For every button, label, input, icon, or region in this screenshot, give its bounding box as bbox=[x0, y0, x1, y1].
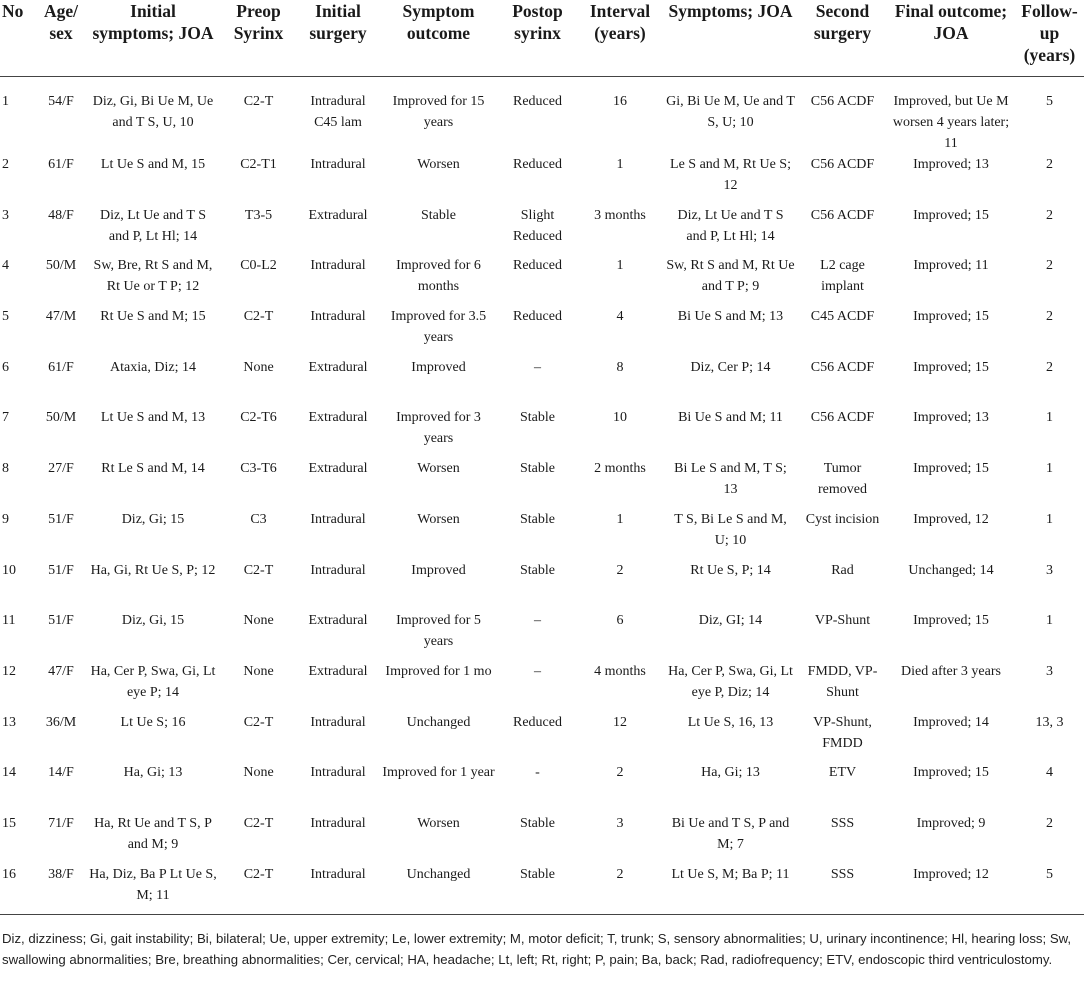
cell-second-surgery: C56 ACDF bbox=[810, 94, 875, 109]
cell-postop-syrinx: - bbox=[535, 765, 540, 781]
cell-symptoms-joa: Diz, Lt Ue and T S and P, Lt Hl; 14 bbox=[677, 207, 784, 244]
cell-symptom-outcome: Unchanged bbox=[379, 864, 498, 915]
cell-final-outcome: Improved; 13 bbox=[913, 410, 989, 426]
cell-no: 8 bbox=[2, 461, 9, 477]
cell-final-outcome: Improved; 11 bbox=[913, 258, 989, 274]
table-row bbox=[0, 306, 1084, 357]
cell-preop-syrinx: C2-T6 bbox=[240, 410, 277, 426]
cell-follow-up: 2 bbox=[1046, 815, 1053, 831]
cell-no: 10 bbox=[2, 562, 16, 578]
cell-postop-syrinx: Slight Reduced bbox=[513, 207, 562, 244]
header-row bbox=[0, 0, 1084, 77]
cell-initial-surgery: Extradural bbox=[308, 613, 368, 629]
header-symptom-outcome: Symptom outcome bbox=[379, 0, 498, 77]
cell-initial-surgery: Intradural bbox=[310, 511, 366, 527]
header-symptoms-joa: Symptoms; JOA bbox=[663, 0, 798, 77]
cell-initial-symptoms: Diz, Gi, Bi Ue M, Ue and T S, U, 10 bbox=[92, 94, 214, 130]
cell-preop-syrinx: C3-T6 bbox=[240, 461, 277, 477]
cell-second-surgery: C56 ACDF bbox=[810, 157, 875, 172]
table-row bbox=[0, 560, 1084, 611]
cell-no: 14 bbox=[2, 765, 16, 781]
table-row bbox=[0, 255, 1084, 306]
cell-follow-up: 2 bbox=[1046, 157, 1053, 172]
cell-postop-syrinx: Stable bbox=[520, 562, 555, 578]
cell-age-sex: 51/F bbox=[48, 511, 74, 527]
cell-postop-syrinx: Reduced bbox=[513, 309, 562, 325]
cell-preop-syrinx: C2-T bbox=[243, 714, 274, 730]
table-row bbox=[0, 509, 1084, 560]
cell-preop-syrinx: None bbox=[243, 613, 274, 629]
cell-initial-symptoms: Sw, Bre, Rt S and M, Rt Ue or T P; 12 bbox=[93, 258, 213, 295]
cell-follow-up: 3 bbox=[1046, 562, 1053, 578]
cell-final-outcome: Improved; 15 bbox=[913, 309, 989, 325]
cell-final-outcome: Died after 3 years bbox=[901, 663, 1001, 679]
cell-symptom-outcome: Improved for 15 years bbox=[392, 94, 485, 130]
cell-symptom-outcome: Improved bbox=[411, 562, 466, 578]
cell-second-surgery: Cyst incision bbox=[805, 511, 880, 527]
cell-preop-syrinx: None bbox=[243, 663, 274, 679]
cell-no: 6 bbox=[2, 359, 9, 375]
header-postop-syrinx: Postop syrinx bbox=[498, 0, 577, 77]
cell-interval: 4 months bbox=[594, 663, 646, 679]
cell-interval: 6 bbox=[616, 613, 624, 629]
table-row bbox=[0, 205, 1084, 256]
cell-age-sex: 61/F bbox=[48, 359, 74, 375]
cell-symptoms-joa: T S, Bi Le S and M, U; 10 bbox=[674, 511, 787, 548]
cell-symptom-outcome: Improved for 1 mo bbox=[385, 663, 492, 679]
cell-symptoms-joa: Diz, Cer P; 14 bbox=[690, 359, 771, 375]
cell-initial-surgery: Intradural bbox=[310, 157, 366, 172]
cell-follow-up: 2 bbox=[1046, 359, 1053, 375]
cell-second-surgery: SSS bbox=[798, 864, 887, 915]
cell-follow-up: 1 bbox=[1046, 613, 1053, 629]
cell-interval: 2 months bbox=[594, 461, 646, 477]
header-second-surgery: Second surgery bbox=[798, 0, 887, 77]
cell-symptoms-joa: Lt Ue S, M; Ba P; 11 bbox=[663, 864, 798, 915]
cell-interval: 4 bbox=[616, 309, 624, 325]
cell-initial-surgery: Intradural bbox=[297, 864, 379, 915]
header-initial-surgery: Initial surgery bbox=[297, 0, 379, 77]
cell-age-sex: 54/F bbox=[48, 94, 74, 109]
cell-interval: 8 bbox=[616, 359, 624, 375]
cell-final-outcome: Improved, but Ue M worsen 4 years later; 11 bbox=[892, 94, 1010, 151]
cell-symptom-outcome: Improved for 1 year bbox=[382, 765, 495, 781]
cell-initial-surgery: Intradural C45 lam bbox=[310, 94, 366, 130]
cell-symptom-outcome: Improved for 3 years bbox=[396, 410, 481, 447]
cell-no: 2 bbox=[2, 157, 9, 172]
cell-postop-syrinx: Reduced bbox=[513, 258, 562, 274]
table-row bbox=[0, 357, 1084, 408]
cell-initial-symptoms: Rt Ue S and M; 15 bbox=[100, 309, 206, 325]
cell-initial-symptoms: Ha, Cer P, Swa, Gi, Lt eye P; 14 bbox=[90, 663, 216, 700]
cell-age-sex: 61/F bbox=[48, 157, 74, 172]
table-row bbox=[0, 762, 1084, 813]
cell-second-surgery: VP-Shunt bbox=[814, 613, 871, 629]
cell-no: 15 bbox=[2, 815, 16, 831]
cell-symptom-outcome: Stable bbox=[421, 207, 456, 223]
cell-age-sex: 48/F bbox=[48, 207, 74, 223]
cell-age-sex: 38/F bbox=[36, 864, 86, 915]
cell-final-outcome: Improved; 9 bbox=[916, 815, 986, 831]
cell-initial-surgery: Intradural bbox=[310, 765, 366, 781]
cell-postop-syrinx: – bbox=[534, 359, 541, 375]
cell-symptoms-joa: Lt Ue S, 16, 13 bbox=[687, 714, 774, 730]
cell-symptoms-joa: Bi Ue S and M; 11 bbox=[678, 410, 783, 426]
cell-follow-up: 5 bbox=[1046, 94, 1053, 109]
cell-follow-up: 1 bbox=[1046, 410, 1053, 426]
cell-age-sex: 50/M bbox=[45, 410, 77, 426]
cell-initial-symptoms: Ha, Gi, Rt Ue S, P; 12 bbox=[90, 562, 216, 578]
cell-preop-syrinx: C0-L2 bbox=[240, 258, 277, 274]
cell-age-sex: 71/F bbox=[48, 815, 74, 831]
cell-age-sex: 14/F bbox=[48, 765, 74, 781]
cell-preop-syrinx: C2-T bbox=[220, 864, 297, 915]
cell-interval: 1 bbox=[616, 258, 624, 274]
cell-no: 16 bbox=[0, 864, 36, 915]
cell-symptoms-joa: Diz, GI; 14 bbox=[698, 613, 763, 629]
cell-preop-syrinx: C3 bbox=[250, 511, 267, 527]
cell-symptom-outcome: Unchanged bbox=[406, 714, 471, 730]
cell-age-sex: 50/M bbox=[45, 258, 77, 274]
cell-initial-surgery: Extradural bbox=[308, 207, 368, 223]
cell-initial-surgery: Extradural bbox=[308, 410, 368, 426]
table-row bbox=[0, 661, 1084, 712]
cell-initial-symptoms: Diz, Gi; 15 bbox=[121, 511, 185, 527]
cell-no: 1 bbox=[2, 94, 9, 109]
cell-postop-syrinx: Stable bbox=[498, 864, 577, 915]
cell-initial-symptoms: Lt Ue S and M, 15 bbox=[100, 157, 206, 172]
cell-postop-syrinx: Reduced bbox=[513, 94, 562, 109]
cell-second-surgery: SSS bbox=[830, 815, 855, 831]
cell-preop-syrinx: C2-T bbox=[243, 94, 274, 109]
cell-initial-surgery: Intradural bbox=[310, 815, 366, 831]
header-initial-symptoms: Initial symptoms; JOA bbox=[86, 0, 220, 77]
cell-symptom-outcome: Improved bbox=[411, 359, 466, 375]
cell-symptoms-joa: Bi Le S and M, T S; 13 bbox=[674, 461, 787, 498]
cell-second-surgery: ETV bbox=[828, 765, 857, 781]
cell-symptom-outcome: Improved for 6 months bbox=[396, 258, 481, 295]
cell-symptom-outcome: Improved for 3.5 years bbox=[390, 309, 487, 346]
cell-interval: 1 bbox=[616, 511, 624, 527]
cell-follow-up: 2 bbox=[1046, 207, 1053, 223]
header-final-outcome: Final outcome; JOA bbox=[887, 0, 1015, 77]
cell-postop-syrinx: Stable bbox=[520, 410, 555, 426]
cell-preop-syrinx: C2-T bbox=[243, 815, 274, 831]
cell-symptoms-joa: Bi Ue S and M; 13 bbox=[677, 309, 784, 325]
cell-final-outcome: Improved; 13 bbox=[913, 157, 989, 172]
table-row bbox=[0, 712, 1084, 763]
cell-follow-up: 3 bbox=[1046, 663, 1053, 679]
cell-initial-symptoms: Ha, Diz, Ba P Lt Ue S, M; 11 bbox=[86, 864, 220, 915]
cell-initial-symptoms: Diz, Gi, 15 bbox=[121, 613, 185, 629]
table-row bbox=[0, 407, 1084, 458]
table-row bbox=[0, 864, 1084, 915]
cell-follow-up: 5 bbox=[1015, 864, 1084, 915]
cell-symptom-outcome: Worsen bbox=[417, 815, 460, 831]
cell-age-sex: 27/F bbox=[48, 461, 74, 477]
header-no: No bbox=[0, 0, 36, 77]
cell-initial-symptoms: Lt Ue S and M, 13 bbox=[100, 410, 206, 426]
cell-symptoms-joa: Rt Ue S, P; 14 bbox=[690, 562, 771, 578]
cell-second-surgery: Tumor removed bbox=[818, 461, 867, 498]
cell-symptoms-joa: Ha, Cer P, Swa, Gi, Lt eye P, Diz; 14 bbox=[668, 663, 793, 700]
cell-follow-up: 4 bbox=[1046, 765, 1053, 781]
table-row bbox=[0, 77, 1084, 155]
cell-symptom-outcome: Improved for 5 years bbox=[396, 613, 481, 650]
cell-symptoms-joa: Gi, Bi Ue M, Ue and T S, U; 10 bbox=[666, 94, 795, 130]
cell-final-outcome: Unchanged; 14 bbox=[908, 562, 994, 578]
table-row bbox=[0, 458, 1084, 509]
cell-final-outcome: Improved; 15 bbox=[913, 359, 989, 375]
cell-no: 13 bbox=[2, 714, 16, 730]
cell-postop-syrinx: Reduced bbox=[513, 714, 562, 730]
cell-postop-syrinx: – bbox=[534, 663, 541, 679]
cell-final-outcome: Improved; 15 bbox=[913, 207, 989, 223]
cell-no: 4 bbox=[2, 258, 9, 274]
cell-final-outcome: Improved; 15 bbox=[913, 461, 989, 477]
cell-initial-symptoms: Ha, Gi; 13 bbox=[123, 765, 183, 781]
cell-symptoms-joa: Sw, Rt S and M, Rt Ue and T P; 9 bbox=[666, 258, 795, 295]
cell-follow-up: 13, 3 bbox=[1035, 714, 1064, 730]
cell-no: 7 bbox=[2, 410, 9, 426]
cell-interval: 3 months bbox=[594, 207, 646, 223]
table-row bbox=[0, 610, 1084, 661]
cell-symptoms-joa: Ha, Gi; 13 bbox=[701, 765, 760, 781]
cell-no: 5 bbox=[2, 309, 9, 325]
cell-initial-surgery: Extradural bbox=[308, 663, 368, 679]
cell-symptom-outcome: Worsen bbox=[417, 157, 460, 172]
cell-second-surgery: FMDD, VP-Shunt bbox=[807, 663, 878, 700]
cell-age-sex: 51/F bbox=[48, 613, 74, 629]
cell-follow-up: 1 bbox=[1046, 461, 1053, 477]
cell-postop-syrinx: Stable bbox=[520, 511, 555, 527]
cell-preop-syrinx: C2-T bbox=[243, 562, 274, 578]
cell-interval: 1 bbox=[616, 157, 624, 172]
table-row bbox=[0, 154, 1084, 205]
cell-initial-surgery: Intradural bbox=[310, 562, 366, 578]
cell-symptoms-joa: Le S and M, Rt Ue S; 12 bbox=[670, 157, 791, 193]
cell-second-surgery: VP-Shunt, FMDD bbox=[813, 714, 872, 751]
cell-age-sex: 36/M bbox=[45, 714, 77, 730]
cell-preop-syrinx: C2-T1 bbox=[240, 157, 277, 172]
cell-interval: 2 bbox=[616, 562, 624, 578]
cell-postop-syrinx: Reduced bbox=[513, 157, 562, 172]
cell-initial-surgery: Intradural bbox=[310, 714, 366, 730]
cell-second-surgery: L2 cage implant bbox=[820, 258, 865, 295]
cell-follow-up: 2 bbox=[1046, 258, 1053, 274]
cell-initial-symptoms: Ataxia, Diz; 14 bbox=[110, 359, 196, 375]
cell-second-surgery: Rad bbox=[831, 562, 854, 578]
cell-symptoms-joa: Bi Ue and T S, P and M; 7 bbox=[671, 815, 790, 852]
cell-second-surgery: C56 ACDF bbox=[810, 410, 875, 426]
cell-postop-syrinx: Stable bbox=[520, 461, 555, 477]
cell-age-sex: 47/F bbox=[48, 663, 74, 679]
cell-initial-symptoms: Ha, Rt Ue and T S, P and M; 9 bbox=[94, 815, 212, 852]
cell-no: 9 bbox=[2, 511, 9, 527]
cell-interval: 10 bbox=[613, 410, 627, 426]
cell-symptom-outcome: Worsen bbox=[417, 511, 460, 527]
cell-age-sex: 47/M bbox=[45, 309, 77, 325]
cell-preop-syrinx: T3-5 bbox=[244, 207, 273, 223]
cell-postop-syrinx: Stable bbox=[520, 815, 555, 831]
header-age-sex: Age/ sex bbox=[36, 0, 86, 77]
cell-final-outcome: Improved; 15 bbox=[913, 765, 989, 781]
cell-initial-symptoms: Lt Ue S; 16 bbox=[120, 714, 186, 730]
cell-second-surgery: C45 ACDF bbox=[810, 309, 875, 325]
cell-symptom-outcome: Worsen bbox=[417, 461, 460, 477]
header-interval: Interval (years) bbox=[577, 0, 663, 77]
cell-preop-syrinx: C2-T bbox=[243, 309, 274, 325]
cell-initial-symptoms: Rt Le S and M, 14 bbox=[101, 461, 205, 477]
table-row bbox=[0, 813, 1084, 864]
cell-interval: 12 bbox=[613, 714, 627, 730]
cell-interval: 2 bbox=[577, 864, 663, 915]
cell-preop-syrinx: None bbox=[243, 359, 274, 375]
cell-follow-up: 1 bbox=[1046, 511, 1053, 527]
cell-follow-up: 2 bbox=[1046, 309, 1053, 325]
cell-interval: 2 bbox=[616, 765, 624, 781]
cell-initial-surgery: Extradural bbox=[308, 461, 368, 477]
cell-final-outcome: Improved; 15 bbox=[913, 613, 989, 629]
cell-no: 11 bbox=[2, 613, 16, 629]
cell-initial-surgery: Intradural bbox=[310, 309, 366, 325]
cell-no: 3 bbox=[2, 207, 9, 223]
cell-final-outcome: Improved; 14 bbox=[913, 714, 989, 730]
cell-interval: 3 bbox=[616, 815, 624, 831]
cell-initial-surgery: Extradural bbox=[308, 359, 368, 375]
cell-preop-syrinx: None bbox=[243, 765, 274, 781]
cell-postop-syrinx: – bbox=[534, 613, 541, 629]
cell-interval: 16 bbox=[613, 94, 627, 109]
cell-final-outcome: Improved; 12 bbox=[887, 864, 1015, 915]
cell-age-sex: 51/F bbox=[48, 562, 74, 578]
cell-no: 12 bbox=[2, 663, 16, 679]
table-footnote: Diz, dizziness; Gi, gait instability; Bi, bilateral; Ue, upper extremity; Le, lower extremity; M, motor deficit; T, trunk; S, sensory abnormalities; U, urinary incontinence; Hl, hearing loss; Sw, swallowing abnormalities; Bre, breathing abnormalities; Cer, cervical; HA, headache; Lt, left; Rt, right; P, pain; Ba, back; Rad, radiofrequency; ETV, endoscopic third ventriculostomy. bbox=[2, 931, 1072, 967]
cell-final-outcome: Improved, 12 bbox=[913, 511, 989, 527]
header-preop-syrinx: Preop Syrinx bbox=[220, 0, 297, 77]
cell-second-surgery: C56 ACDF bbox=[810, 207, 875, 223]
cell-second-surgery: C56 ACDF bbox=[810, 359, 875, 375]
cell-initial-surgery: Intradural bbox=[310, 258, 366, 274]
header-follow-up: Follow-up (years) bbox=[1015, 0, 1084, 77]
table-body bbox=[0, 77, 1084, 915]
cell-initial-symptoms: Diz, Lt Ue and T S and P, Lt Hl; 14 bbox=[99, 207, 207, 244]
